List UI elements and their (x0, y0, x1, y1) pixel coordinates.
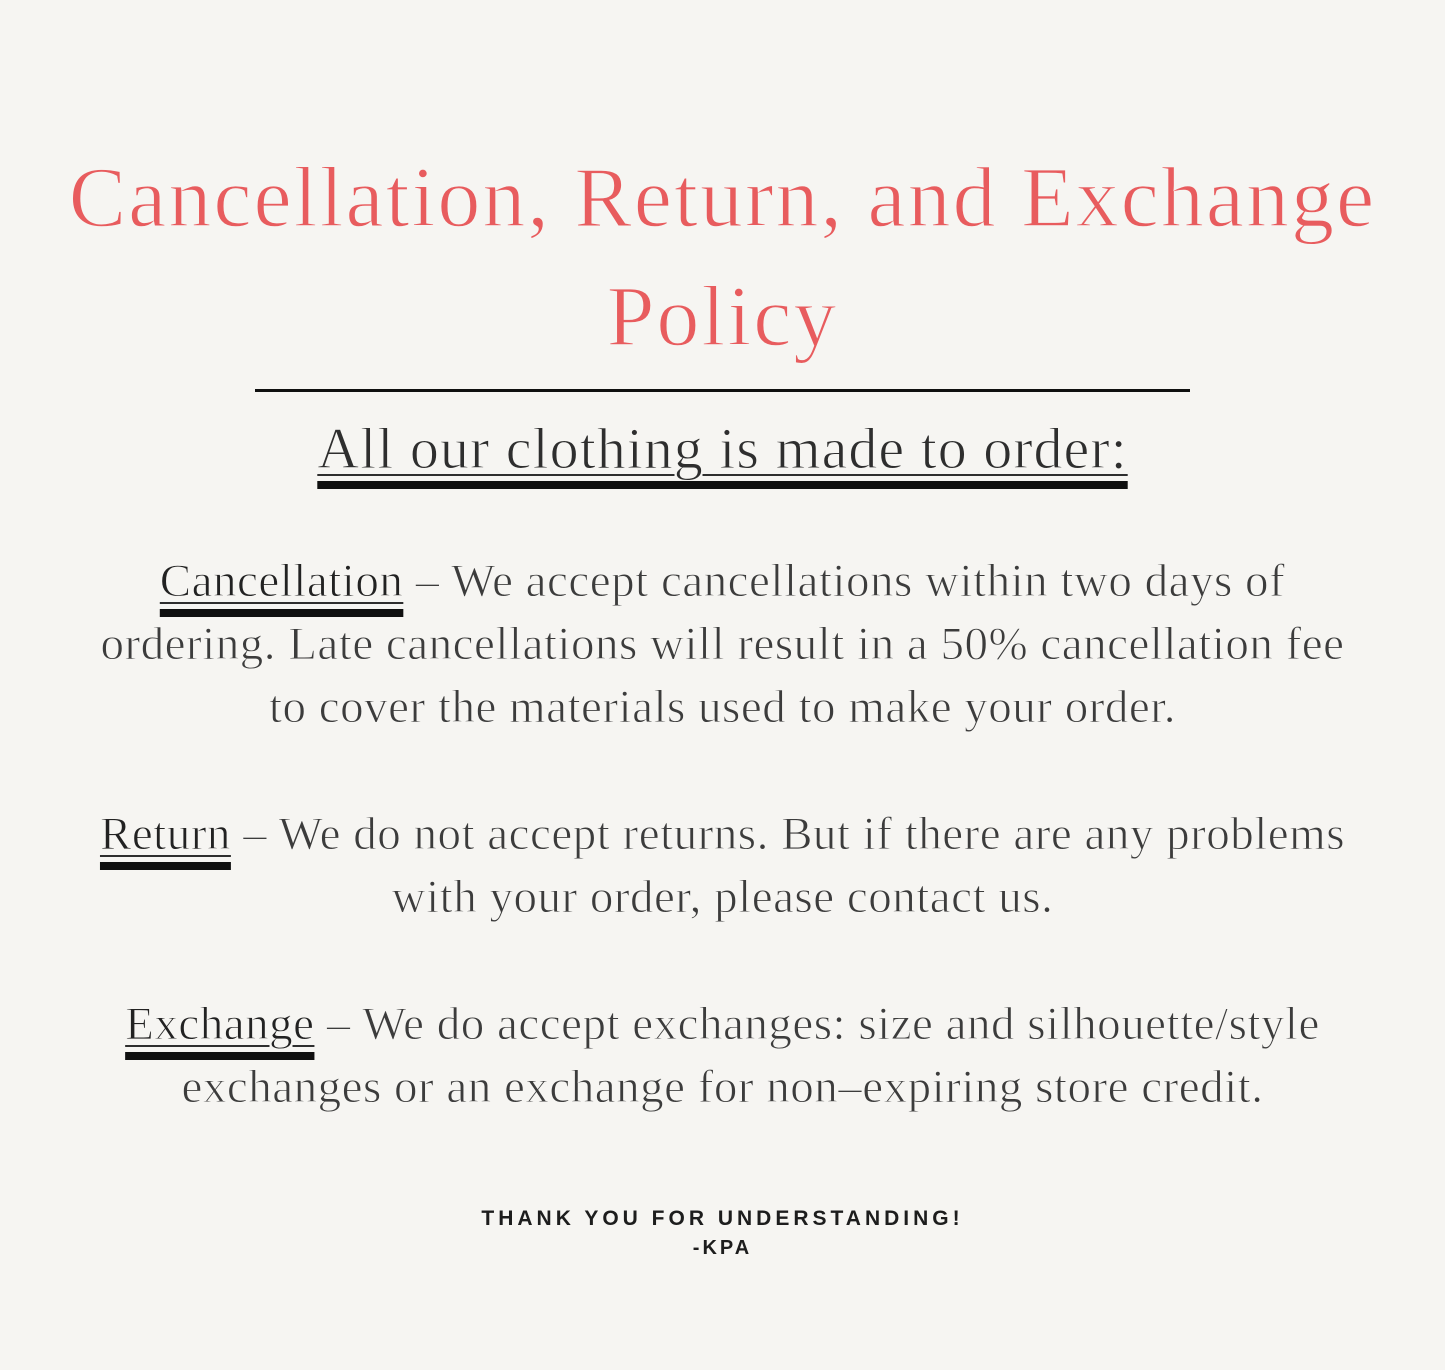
subtitle-text: All our clothing is made to order: (317, 416, 1128, 482)
subtitle-underline (317, 416, 1127, 481)
cancellation-line-2: ordering. Late cancellations will result in a 50% cancellation fee (100, 617, 1345, 670)
exchange-section (40, 993, 1405, 1119)
title-divider (255, 389, 1190, 392)
footer-signature: -KPA (692, 1236, 753, 1259)
return-heading-text: Return (99, 807, 231, 860)
cancellation-line-1 (40, 550, 1405, 613)
page-title (40, 138, 1405, 375)
cancellation-line-3: to cover the materials used to make your order. (268, 680, 1177, 733)
return-section (40, 803, 1405, 929)
page-title-line-1: Cancellation, Return, and Exchange (68, 149, 1377, 245)
cancellation-lead: – We accept cancellations within two days of (403, 554, 1286, 607)
exchange-heading (125, 998, 314, 1050)
cancellation-heading-text: Cancellation (159, 554, 404, 607)
exchange-line-1 (40, 993, 1405, 1056)
return-lead: – We do not accept returns. But if there are any problems (230, 807, 1346, 860)
footer (40, 1207, 1405, 1260)
exchange-heading-text: Exchange (125, 997, 315, 1050)
return-line-2: with your order, please contact us. (391, 870, 1054, 923)
subtitle (40, 414, 1405, 484)
return-heading (100, 808, 231, 860)
exchange-lead: – We do accept exchanges: size and silhouette/style (314, 997, 1320, 1050)
page-title-line-2: Policy (606, 267, 839, 364)
footer-thanks-text: THANK YOU FOR UNDERSTANDING! (481, 1206, 964, 1230)
exchange-line-2: exchanges or an exchange for non–expiring store credit. (181, 1060, 1264, 1113)
return-line-1 (40, 803, 1405, 866)
cancellation-heading (160, 555, 404, 607)
cancellation-section (40, 550, 1405, 739)
